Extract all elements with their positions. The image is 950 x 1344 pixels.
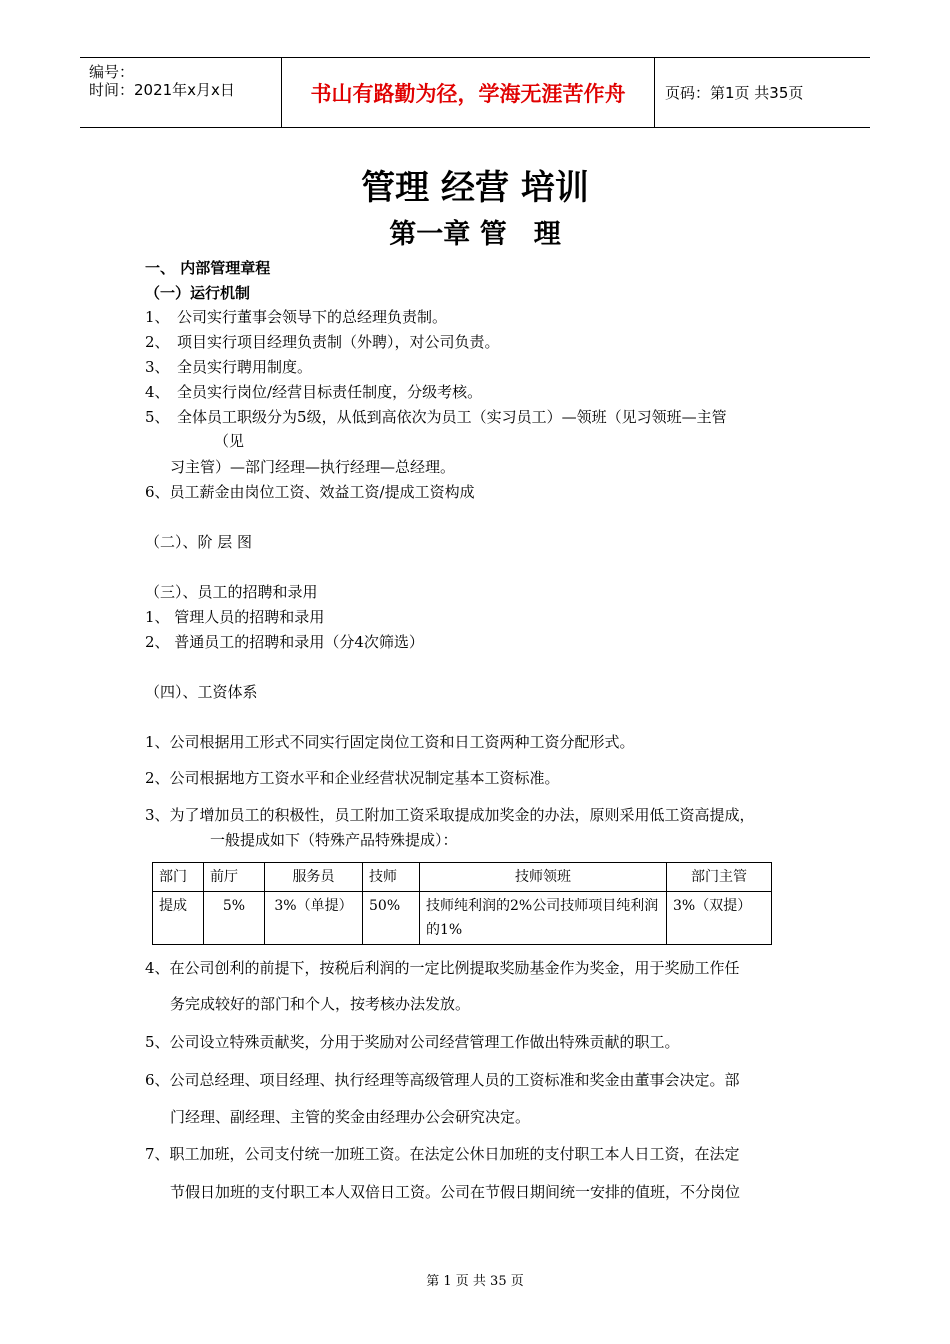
subsection-heading: （二）、阶 层 图 bbox=[145, 533, 253, 551]
subsection-heading: （四）、工资体系 bbox=[145, 683, 258, 701]
text-line: 3、为了增加员工的积极性，员工附加工资采取提成加奖金的办法，原则采用低工资高提成， bbox=[145, 806, 755, 824]
text-line: 5、公司设立特殊贡献奖，分用于奖励对公司经营管理工作做出特殊贡献的职工。 bbox=[145, 1033, 680, 1051]
table-header-cell: 技师领班 bbox=[420, 863, 667, 892]
table-header-cell: 服务员 bbox=[265, 863, 363, 892]
chapter-title: 第一章 管 理 bbox=[389, 219, 561, 250]
document-number-label: 编号： bbox=[89, 63, 135, 81]
table-header-row bbox=[153, 863, 772, 892]
table-header-cell: 部门 bbox=[153, 863, 204, 892]
section-heading: 一、 内部管理章程 bbox=[145, 259, 271, 277]
text-line: 2、 项目实行项目经理负责制（外聘），对公司负责。 bbox=[145, 333, 500, 351]
table-cell: 50% bbox=[363, 892, 420, 945]
document-time-label: 时间：2021年x月x日 bbox=[89, 81, 235, 99]
text-line: 6、员工薪金由岗位工资、效益工资/提成工资构成 bbox=[145, 483, 475, 501]
text-line: 1、 管理人员的招聘和录用 bbox=[145, 608, 325, 626]
text-line: 1、 公司实行董事会领导下的总经理负责制。 bbox=[145, 308, 448, 326]
table-cell: 技师纯利润的2%公司技师项目纯利润的1% bbox=[420, 892, 667, 945]
table-cell: 5% bbox=[204, 892, 265, 945]
text-line: 6、公司总经理、项目经理、执行经理等高级管理人员的工资标准和奖金由董事会决定。部 bbox=[145, 1071, 740, 1089]
table-header-cell: 部门主管 bbox=[667, 863, 772, 892]
table-row bbox=[153, 892, 772, 945]
text-line: 7、职工加班，公司支付统一加班工资。在法定公休日加班的支付职工本人日工资，在法定 bbox=[145, 1145, 740, 1163]
text-line: 5、 全体员工职级分为5级，从低到高依次为员工（实习员工）—领班（见习领班—主管 bbox=[145, 408, 727, 426]
table-header-cell: 技师 bbox=[363, 863, 420, 892]
text-line: 务完成较好的部门和个人，按考核办法发放。 bbox=[170, 995, 471, 1013]
commission-table bbox=[152, 862, 772, 945]
text-line: （见 bbox=[214, 432, 245, 450]
text-line: 门经理、副经理、主管的奖金由经理办公会研究决定。 bbox=[170, 1108, 531, 1126]
document-title: 管理 经营 培训 bbox=[361, 168, 589, 208]
table-cell: 3%（双提） bbox=[667, 892, 772, 945]
header-page-label: 页码：第1页 共35页 bbox=[665, 84, 804, 102]
page-footer: 第 1 页 共 35 页 bbox=[426, 1274, 524, 1289]
text-line: 2、 普通员工的招聘和录用（分4次筛选） bbox=[145, 633, 424, 651]
header-motto: 书山有路勤为径，学海无涯苦作舟 bbox=[282, 58, 655, 127]
text-line: 2、公司根据地方工资水平和企业经营状况制定基本工资标准。 bbox=[145, 769, 560, 787]
table-header-cell: 前厅 bbox=[204, 863, 265, 892]
text-line: 节假日加班的支付职工本人双倍日工资。公司在节假日期间统一安排的值班，不分岗位 bbox=[170, 1183, 741, 1201]
text-line: 1、公司根据用工形式不同实行固定岗位工资和日工资两种工资分配形式。 bbox=[145, 733, 635, 751]
table-cell: 提成 bbox=[153, 892, 204, 945]
text-line: 4、 全员实行岗位/经营目标责任制度，分级考核。 bbox=[145, 383, 483, 401]
text-line: 4、在公司创利的前提下，按税后利润的一定比例提取奖励基金作为奖金，用于奖励工作任 bbox=[145, 959, 740, 977]
subsection-heading: （三）、员工的招聘和录用 bbox=[145, 583, 318, 601]
text-line: 一般提成如下（特殊产品特殊提成）： bbox=[210, 831, 458, 849]
subsection-heading: （一）运行机制 bbox=[145, 284, 251, 302]
header-meta-cell bbox=[80, 58, 282, 127]
text-line: 3、 全员实行聘用制度。 bbox=[145, 358, 313, 376]
table-cell: 3%（单提） bbox=[265, 892, 363, 945]
text-line: 习主管）—部门经理—执行经理—总经理。 bbox=[170, 458, 456, 476]
page-header bbox=[80, 57, 870, 128]
